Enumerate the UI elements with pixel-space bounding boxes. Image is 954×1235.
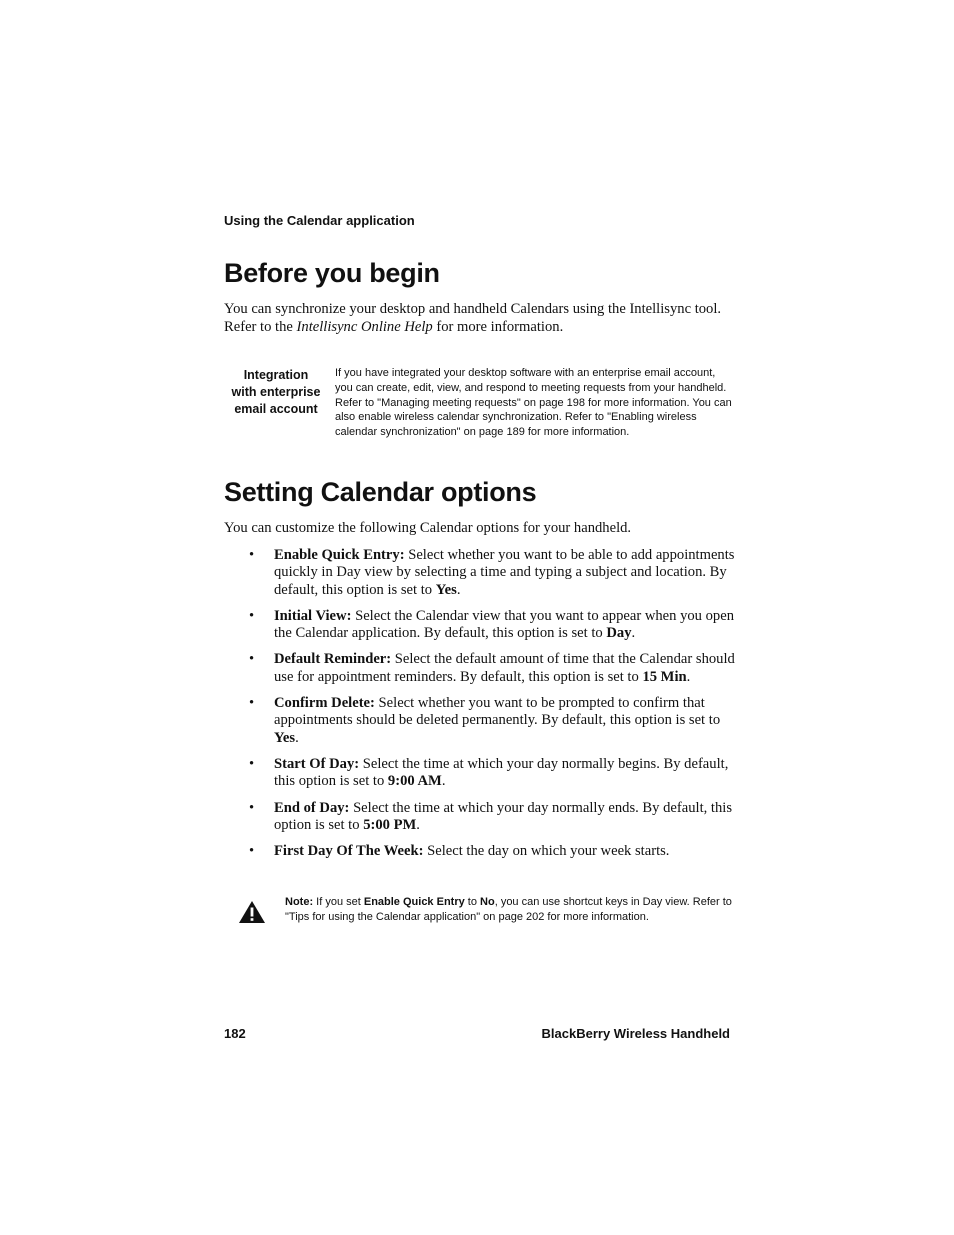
option-term: Default Reminder: [274, 651, 392, 668]
bullet-glyph: • [249, 843, 255, 860]
warning-icon [238, 900, 266, 924]
list-item [249, 800, 735, 835]
list-item [249, 547, 735, 599]
before-you-begin-intro [224, 301, 734, 336]
option-end: . [295, 729, 299, 746]
heading-before-you-begin: Before you begin [224, 258, 440, 288]
option-description: Select whether you want to be prompted to confirm that appointments should be deleted permanently. By default, this option is set to [274, 695, 721, 729]
option-end: . [441, 773, 446, 790]
note-text-part: to [464, 896, 481, 908]
option-default-value: Yes [274, 729, 296, 746]
note-label: Note: [285, 896, 314, 908]
sidebar-label-line: email account [234, 402, 318, 416]
option-description: Select the time at which your day normally begins. By default, this option is set to [274, 755, 729, 790]
intellisync-help-reference: Intellisync Online Help [296, 318, 433, 335]
sidebar-label-line: Integration [243, 368, 309, 382]
setting-options-intro: You can customize the following Calendar options for your handheld. [224, 520, 632, 536]
list-item [249, 756, 735, 791]
option-description: Select the Calendar view that you want to appear when you open the Calendar application. By default, this option is set to [274, 607, 734, 642]
note-text [285, 895, 735, 925]
option-term: End of Day: [274, 799, 350, 816]
option-term: Enable Quick Entry: [274, 547, 405, 563]
heading-setting-calendar-options: Setting Calendar options [224, 477, 537, 507]
option-term: First Day Of The Week: [274, 843, 424, 860]
bullet-glyph: • [249, 799, 255, 816]
note-text-part: , you can use shortcut keys in Day view. Refer to "Tips for using the Calendar application" on page 202 for more information. [285, 896, 732, 923]
option-description: Select whether you want to be able to add appointments quickly in Day view by selecting a time and typing a subject and location. By default, this option is set to [274, 547, 735, 598]
bullet-glyph: • [249, 547, 255, 563]
option-term: Initial View: [274, 607, 352, 624]
note-text-part: If you set [313, 896, 364, 908]
option-end: . [686, 668, 691, 685]
option-end: . [416, 816, 420, 833]
bullet-glyph: • [249, 695, 255, 712]
bullet-glyph: • [249, 607, 255, 624]
bullet-glyph: • [249, 755, 255, 772]
option-description: Select the time at which your day normally ends. By default, this option is set to [274, 799, 733, 833]
option-default-value: 5:00 PM [363, 816, 417, 833]
option-term: Start Of Day: [274, 755, 360, 772]
sidebar-label-line: with enterprise [231, 385, 321, 399]
option-default-value: Yes [435, 581, 457, 598]
option-term: Confirm Delete: [274, 695, 375, 712]
option-default-value: Day [606, 625, 632, 642]
bullet-glyph: • [249, 651, 255, 668]
list-item [249, 651, 735, 686]
list-item [249, 695, 735, 747]
footer-title: BlackBerry Wireless Handheld [541, 1026, 730, 1041]
option-end: . [456, 581, 461, 598]
option-description: Select the default amount of time that the Calendar should use for appointment reminders. By default, this option is set to [274, 651, 735, 685]
running-header: Using the Calendar application [224, 213, 415, 228]
page-number: 182 [224, 1026, 246, 1041]
note-emphasis: No [480, 896, 495, 908]
list-item [249, 608, 735, 643]
option-default-value: 15 Min [642, 668, 687, 685]
option-default-value: 9:00 AM [387, 773, 442, 790]
sidebar-text: If you have integrated your desktop software with an enterprise email account, you can create, edit, view, and respond to meeting requests from your handheld. Refer to "Managing meeting requests" on page 198 for more information. You can also enable wireless calendar synchronization. Refer to "Enabling wireless calendar synchronization" on page 189 for more information. [335, 367, 732, 439]
list-item [249, 843, 735, 860]
options-list [249, 547, 735, 869]
intro-text-part1: You can synchronize your desktop and handheld Calendars using the Intellisync tool. Refer to the [224, 301, 722, 335]
option-end: . [631, 625, 636, 642]
intro-text-part2: for more information. [432, 318, 564, 335]
option-description: Select the day on which your week starts. [423, 843, 670, 860]
sidebar-label [224, 367, 328, 418]
note-emphasis: Enable Quick Entry [363, 896, 465, 908]
